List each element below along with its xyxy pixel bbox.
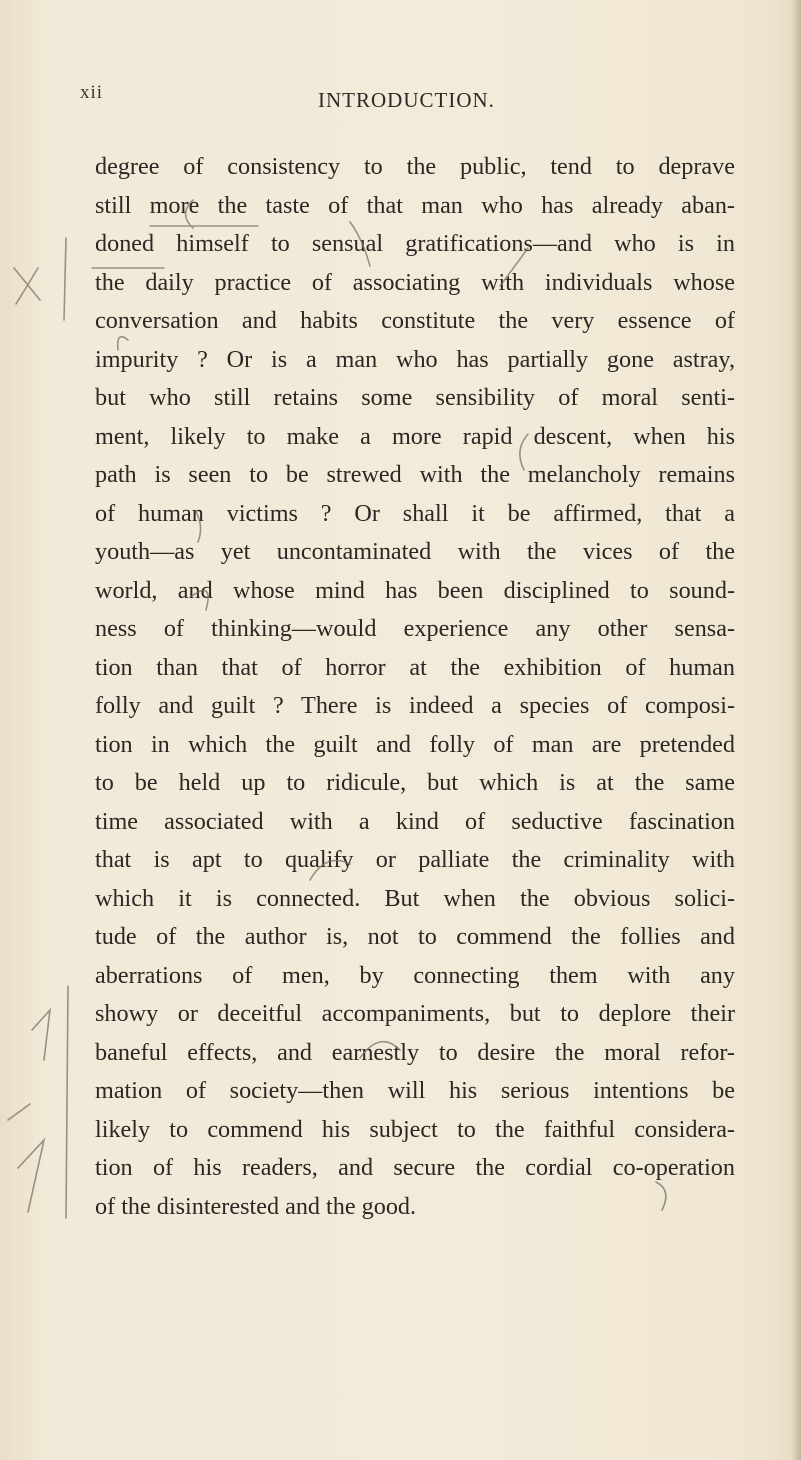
text-line: aberrations of men, by connecting them with any: [95, 961, 735, 989]
text-line: degree of consistency to the public, tend to deprave: [95, 153, 735, 180]
text-line: which it is connected. But when the obvious solici-: [95, 884, 735, 912]
page-edge-shadow: [791, 0, 801, 1460]
text-line: of human victims ? Or shall it be affirmed, that a: [95, 499, 735, 527]
margin-pencil-mark: [18, 1140, 44, 1212]
margin-pencil-mark: [32, 1010, 50, 1060]
text-line: showy or deceitful accompaniments, but to deplore their: [95, 1000, 735, 1027]
margin-cross-mark: [14, 268, 40, 304]
text-line: of the disinterested and the good.: [95, 1192, 417, 1220]
text-line: tion than that of horror at the exhibition of human: [95, 653, 735, 681]
text-line: tude of the author is, not to commend the follies and: [95, 923, 735, 950]
text-line: likely to commend his subject to the faithful considera-: [95, 1115, 735, 1143]
margin-pencil-mark: [8, 1104, 30, 1120]
text-line: tion of his readers, and secure the cordial co-operation: [95, 1154, 735, 1181]
text-line: to be held up to ridicule, but which is at the same: [95, 769, 735, 796]
text-line: mation of society—then will his serious intentions be: [95, 1077, 735, 1104]
body-paragraph: [95, 148, 735, 1226]
text-line: world, and whose mind has been disciplined to sound-: [95, 576, 735, 604]
text-line: doned himself to sensual gratifications—and who is in: [95, 230, 735, 257]
running-head: INTRODUCTION.: [318, 88, 495, 112]
text-line: conversation and habits constitute the very essence of: [95, 307, 735, 334]
text-line: impurity ? Or is a man who has partially gone astray,: [95, 345, 735, 373]
text-line: tion in which the guilt and folly of man are pretended: [95, 730, 735, 758]
margin-bracket: [66, 986, 68, 1218]
page-header: [0, 82, 801, 128]
text-line: but who still retains some sensibility of moral senti-: [95, 384, 735, 411]
text-line: still more the taste of that man who has already aban-: [95, 191, 735, 219]
text-line: path is seen to be strewed with the melancholy remains: [95, 461, 735, 488]
text-line: that is apt to qualify or palliate the criminality with: [95, 846, 735, 873]
text-line: youth—as yet uncontaminated with the vices of the: [95, 538, 735, 565]
page-number: xii: [80, 82, 104, 103]
text-line: ness of thinking—would experience any other sensa-: [95, 615, 735, 642]
text-line: folly and guilt ? There is indeed a species of composi-: [95, 692, 735, 719]
text-line: baneful effects, and earnestly to desire the moral refor-: [95, 1038, 735, 1066]
text-line: ment, likely to make a more rapid descent, when his: [95, 422, 735, 450]
text-line: the daily practice of associating with individuals whose: [95, 268, 735, 296]
text-line: time associated with a kind of seductive fascination: [95, 807, 735, 835]
margin-bracket: [64, 238, 66, 320]
